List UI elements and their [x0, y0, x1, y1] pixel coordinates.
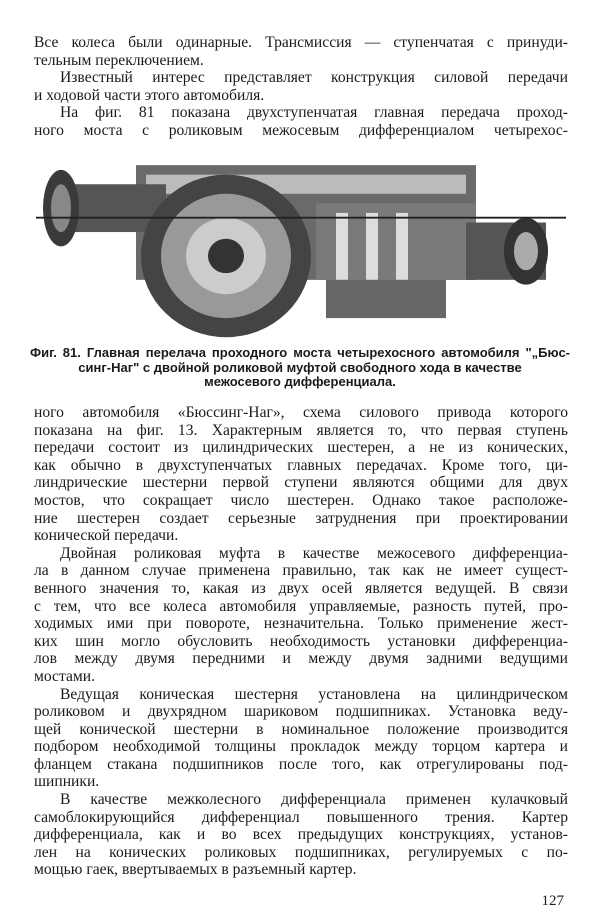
- text-line: линдрические шестерни первой ступени являются общими для двух: [34, 474, 568, 492]
- text-line: дифференциала, как и во всех предыдущих конструкциях, установ-: [34, 826, 568, 844]
- text-line: Двойная роликовая муфта в качестве межосевого дифференциа-: [60, 544, 568, 562]
- text-line: ходимых ими при повороте, незначительна. Только применение жест-: [34, 615, 568, 633]
- caption-line: синг-Наг" с двойной роликовой муфтой свободного хода в качестве: [78, 359, 522, 375]
- text-line: ких шин могло обусловить необходимость установки дифференциа-: [34, 632, 568, 650]
- text-line: фланцем стакана подшипников после того, как отрегулированы под-: [34, 755, 568, 773]
- text-line: показана на фиг. 13. Характерным является то, что первая ступень: [34, 421, 568, 439]
- text-line: ного автомобиля «Бюссинг-Наг», схема силового привода которого: [34, 404, 568, 421]
- text-line: роликовом и двухрядном шариковом подшипниках. Установка веду-: [34, 703, 568, 721]
- text-line: передачи состоит из цилиндрических шестерен, а не из конических,: [34, 439, 568, 457]
- figure-81-drive-axle-drawing: [36, 146, 566, 342]
- page-number: 127: [541, 893, 564, 909]
- body-text: [34, 404, 568, 879]
- text-line: Ведущая коническая шестерня установлена на цилиндрическом: [60, 685, 568, 703]
- text-line: ла в данном случае применена правильно, так как не имеет сущест-: [34, 562, 568, 580]
- text-line: В качестве межколесного дифференциала применен кулачковый: [60, 791, 568, 809]
- text-line: подбором необходимой толщины прокладок между торцом картера и: [34, 738, 568, 756]
- text-line: мостов, что сокращает число шестерен. Однако такое расположе-: [34, 491, 568, 509]
- caption-line: Фиг. 81. Главная перелача проходного моста четырехосного автомобиля "„Бюс-: [30, 345, 570, 360]
- text-line: мощью гаек, ввертываемых в разъемный картер.: [34, 861, 357, 879]
- text-line: лен на конических роликовых подшипниках, регулируемых с по-: [34, 843, 568, 861]
- text-line: На фиг. 81 показана двухступенчатая главная передача проход-: [60, 104, 568, 122]
- text-line: венного значения то, какая из двух осей является ведущей. В связи: [34, 579, 568, 597]
- figure-caption: [30, 346, 570, 390]
- text-line: щей конической шестерни в номинальное положение производится: [34, 720, 568, 738]
- top-text: [34, 34, 568, 140]
- text-line: Все колеса были одинарные. Трансмиссия — ступенчатая с принуди-: [34, 34, 568, 51]
- text-line: как обычно в двухступенчатых главных передачах. Кроме того, ци-: [34, 456, 568, 474]
- text-line: самоблокирующийся дифференциал повышенного трения. Картер: [34, 808, 568, 826]
- text-line: лов между двумя передними и между двумя задними ведущими: [34, 650, 568, 668]
- text-line: шипники.: [34, 773, 100, 791]
- text-line: тельным переключением.: [34, 51, 204, 69]
- text-line: конической передачи.: [34, 527, 179, 545]
- text-line: Известный интерес представляет конструкция силовой передачи: [60, 69, 568, 87]
- text-line: ного моста с роликовым межосевым дифференциалом четырехос-: [34, 121, 568, 139]
- text-line: с тем, что все колеса автомобиля управляемые, разность путей, про-: [34, 597, 568, 615]
- text-line: мостами.: [34, 667, 96, 685]
- caption-line: межосевого дифференциала.: [204, 374, 396, 389]
- text-line: ние шестерен создает серьезные затруднения при проектировании: [34, 509, 568, 527]
- text-line: и ходовой части этого автомобиля.: [34, 86, 265, 104]
